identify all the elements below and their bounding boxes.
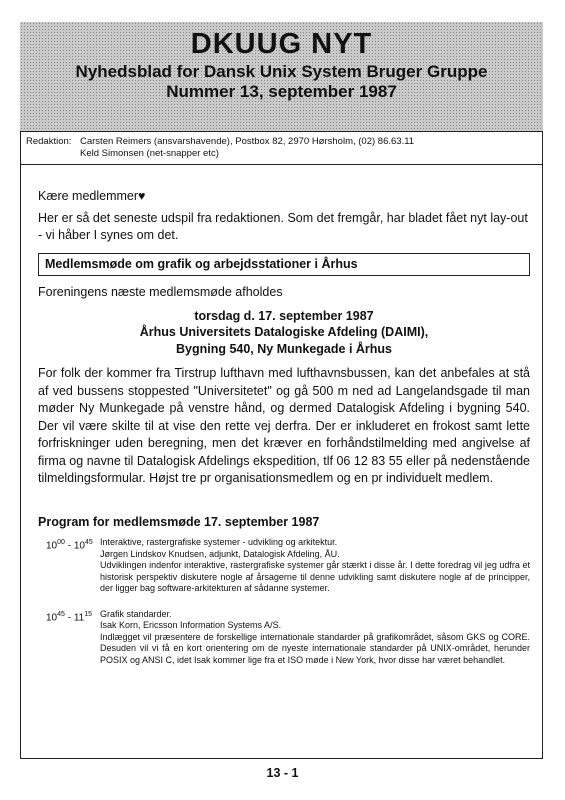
session-abstract: Udviklingen indenfor interaktive, rastergrafiske systemer går stærkt i disse år. I dette foredrag vil jeg udfra et historisk perspektiv diskutere nogle af årsagerne til denne udvikling samt diskutere nogle af de principper, der ligger bag software-arkitekturen af sådanne systemer.	[100, 560, 530, 593]
intro-paragraph: Her er så det seneste udspil fra redaktionen. Som det fremgår, har bladet fået nyt lay-out - vi håber I synes om det.	[38, 210, 528, 242]
event-details	[38, 308, 530, 358]
event-address: Bygning 540, Ny Munkegade i Århus	[175, 341, 392, 356]
session-speaker: Jørgen Lindskov Knudsen, adjunkt, Datalogisk Afdeling, ÅU.	[100, 548, 340, 559]
session-title: Interaktive, rastergrafiske systemer - udvikling og arkitektur.	[100, 537, 338, 547]
greeting	[38, 188, 530, 206]
editorial-label: Redaktion:	[26, 136, 72, 147]
editorial-info	[20, 132, 543, 165]
heart-icon: ♥	[138, 189, 146, 203]
session-description	[100, 609, 530, 667]
section-heading: Medlemsmøde om grafik og arbejdsstationer i Århus	[38, 253, 530, 277]
editor-line-2: Keld Simonsen (net-snapper etc)	[80, 148, 219, 159]
greeting-text: Kære medlemmer	[38, 189, 139, 203]
editor-line-1: Carsten Reimers (ansvarshavende), Postbox 82, 2970 Hørsholm, (02) 86.63.11	[80, 136, 415, 147]
program-session	[38, 609, 530, 667]
session-time: $10^{00} - 10^{45}$	[46, 539, 93, 552]
event-venue: Århus Universitets Datalogiske Afdeling (DAIMI),	[139, 325, 429, 339]
issue-number: Nummer 13, september 1987	[166, 82, 397, 101]
program-session	[38, 537, 530, 595]
session-title: Grafik standarder.	[100, 608, 172, 619]
directions-paragraph: For folk der kommer fra Tirstrup lufthavn med lufthavnsbussen, kan det anbefales at stå af ved bussens stoppested "Universitetet" og gå 500 m ned ad Langelandsgade til man møder Ny Munkegade på venstre hånd, og dermed Datalogisk Afdeling i bygning 540. Der vil være skilte til at vise den rette vej derfra. Der er inkluderet en frokost samt lette forfriskninger uden beregning, men det kræver en forhåndstilmelding med angivelse af firma og navne til Datalogisk Afdelings ekspedition, tlf 06 12 83 55 eller på nedenstående tilmeldingsformular. Højst tre pr organisationsmedlem og en pr individuelt medlem.	[38, 366, 530, 485]
newsletter-subtitle: Nyhedsblad for Dansk Unix System Bruger Gruppe	[75, 62, 488, 81]
session-speaker: Isak Korn, Ericsson Information Systems A/S.	[100, 620, 282, 630]
session-description	[100, 537, 530, 595]
event-date: torsdag d. 17. september 1987	[194, 308, 374, 323]
masthead	[20, 22, 543, 132]
page-number: 13 - 1	[266, 766, 299, 780]
session-time: $10^{45} - 11^{15}$	[46, 610, 92, 623]
section-lead: Foreningens næste medlemsmøde afholdes	[38, 285, 283, 299]
session-abstract: Indlægget vil præsentere de forskellige internationale standarder på grafikområdet, såsom GKS og CORE. Desuden vil vi få en kort orientering om de nyeste internationale standarder på UNIX-området, herunder POSIX og ANSI C, idet Isak kommer lige fra et ISO møde i New York, hvor disse har været behandlet.	[100, 631, 530, 665]
program-title: Program for medlemsmøde 17. september 1987	[38, 514, 320, 529]
main-content	[38, 188, 530, 680]
newsletter-title: DKUUG NYT	[190, 28, 373, 60]
